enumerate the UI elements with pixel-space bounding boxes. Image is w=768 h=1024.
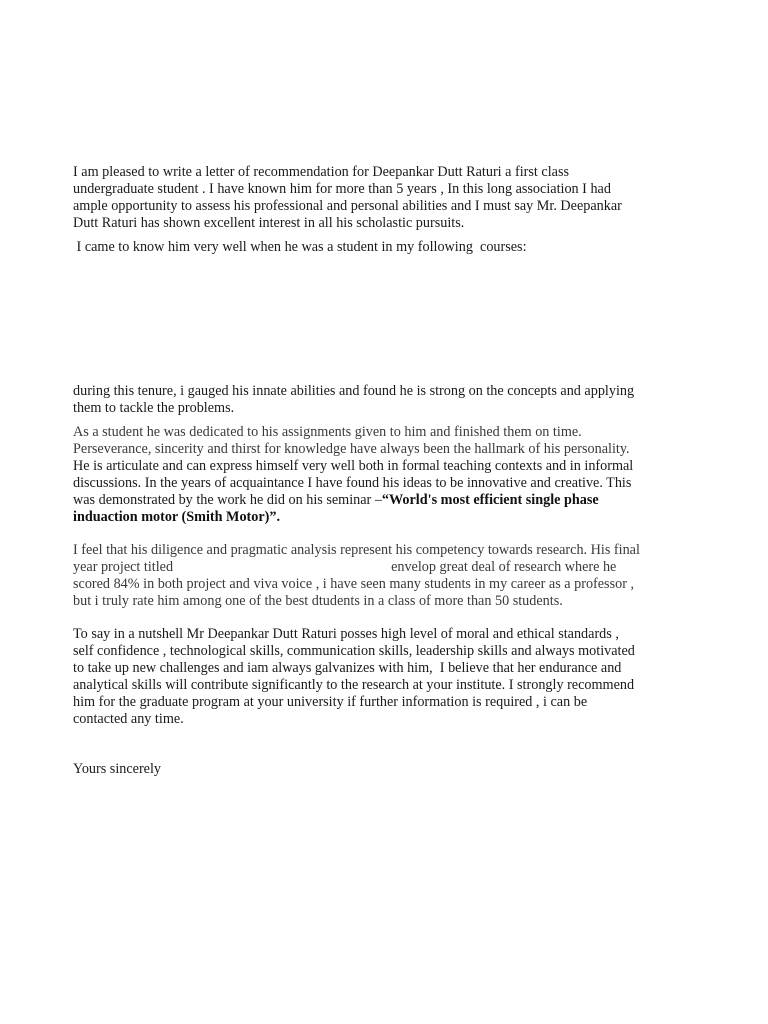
intro-line: Dutt Raturi has shown excellent interest in all his scholastic pursuits. [73,214,465,231]
diligence-paragraph [73,542,698,610]
closing-line: Yours sincerely [73,761,162,777]
diligence-line: I feel that his diligence and pragmatic analysis represent his competency towards research. His final [73,542,640,558]
diligence-line: but i truly rate him among one of the best dtudents in a class of more than 50 students. [73,592,563,609]
intro-line: I am pleased to write a letter of recommendation for Deepankar Dutt Raturi a first class [73,164,569,180]
courses-paragraph [73,239,698,256]
nutshell-line: To say in a nutshell Mr Deepankar Dutt Raturi posses high level of moral and ethical standards , [73,626,619,642]
nutshell-line: analytical skills will contribute significantly to the research at your institute. I strongly recommend [73,676,635,693]
courses-line: I came to know him very well when he was a student in my following courses: [73,239,527,255]
tenure-line: during this tenure, i gauged his innate abilities and found he is strong on the concepts and applying [73,383,635,399]
seminar-title: “World's most efficient single phase [381,491,599,508]
nutshell-line: contacted any time. [73,710,184,727]
student-line: Perseverance, sincerity and thirst for knowledge have always been the hallmark of his personality. [73,440,630,457]
diligence-line-project [73,559,698,576]
nutshell-line: self confidence , technological skills, communication skills, leadership skills and always motivated [73,642,635,659]
intro-paragraph [73,164,698,232]
seminar-title-continued: induaction motor (Smith Motor)”. [73,508,281,525]
student-line-seminar [73,492,698,509]
project-title-lead: year project titled [73,558,174,575]
seminar-prefix: was demonstrated by the work he did on his seminar – [73,491,382,508]
nutshell-paragraph [73,626,698,727]
nutshell-line: him for the graduate program at your university if further information is required , i can be [73,693,588,710]
diligence-line: scored 84% in both project and viva voice , i have seen many students in my career as a professor , [73,575,635,592]
tenure-line: them to tackle the problems. [73,399,235,416]
closing-salutation [73,761,698,778]
tenure-paragraph [73,383,698,417]
project-title-trail: envelop great deal of research where he [391,558,617,575]
student-line: As a student he was dedicated to his assignments given to him and finished them on time. [73,424,582,440]
nutshell-line: to take up new challenges and iam always galvanizes with him, I believe that her endurance and [73,659,622,676]
student-line: He is articulate and can express himself very well both in formal teaching contexts and in informal [73,457,634,474]
student-line: discussions. In the years of acquaintance I have found his ideas to be innovative and creative. This [73,474,632,491]
intro-line: undergraduate student . I have known him for more than 5 years , In this long association I had [73,180,611,197]
intro-line: ample opportunity to assess his professional and personal abilities and I must say Mr. Deepankar [73,197,622,214]
student-paragraph [73,424,698,525]
